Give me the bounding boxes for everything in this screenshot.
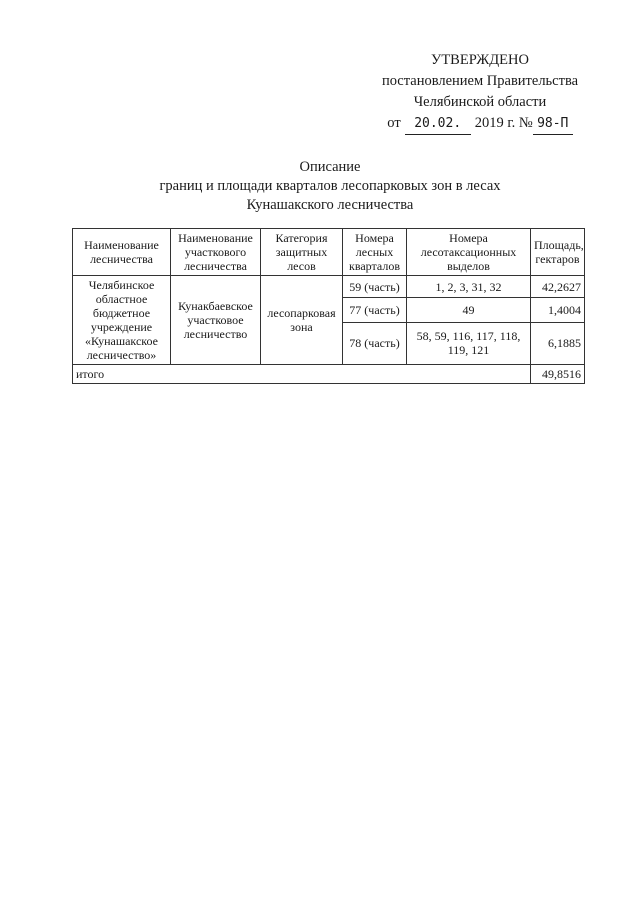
total-row <box>73 365 585 384</box>
area-cell: 1,4004 <box>531 298 585 322</box>
plots-cell: 1, 2, 3, 31, 32 <box>407 276 531 298</box>
date-value: 20.02. <box>405 113 471 135</box>
date-prefix: от <box>387 115 401 131</box>
quarter-cell: 59 (часть) <box>343 276 407 298</box>
col-header-forestry: Наименование лесничества <box>73 229 171 276</box>
col-header-quarters: Номера лесных кварталов <box>343 229 407 276</box>
total-label: итого <box>73 365 531 384</box>
approval-title: УТВЕРЖДЕНО <box>431 52 529 68</box>
area-cell: 42,2627 <box>531 276 585 298</box>
heading-title: Описание <box>299 159 361 175</box>
forestry-name-cell: Челябинское областное бюджетное учреждение «Кунашакское лесничество» <box>73 276 171 365</box>
number-value: 98-П <box>533 113 573 135</box>
quarter-cell: 77 (часть) <box>343 298 407 322</box>
district-forestry-cell: Кунакбаевское участковое лесничество <box>171 276 261 365</box>
heading-forestry: Кунашакского лесничества <box>246 197 414 213</box>
forest-quarters-table <box>72 228 585 384</box>
plots-cell: 58, 59, 116, 117, 118, 119, 121 <box>407 322 531 364</box>
col-header-district: Наименование участкового лесничества <box>171 229 261 276</box>
col-header-area: Площадь, гектаров <box>531 229 585 276</box>
date-year: 2019 г. <box>474 115 516 131</box>
area-cell: 6,1885 <box>531 322 585 364</box>
col-header-category: Категория защитных лесов <box>261 229 343 276</box>
quarter-cell: 78 (часть) <box>343 322 407 364</box>
approval-date-line <box>370 113 590 135</box>
col-header-plots: Номера лесотаксационных выделов <box>407 229 531 276</box>
approval-region-line: Челябинской области <box>413 94 547 110</box>
number-prefix: № <box>518 115 533 131</box>
heading-subtitle: границ и площади кварталов лесопарковых зон в лесах <box>159 178 501 194</box>
total-area: 49,8516 <box>531 365 585 384</box>
table-row <box>73 276 585 298</box>
document-heading <box>110 158 550 215</box>
plots-cell: 49 <box>407 298 531 322</box>
category-cell: лесопарковая зона <box>261 276 343 365</box>
approval-stamp <box>370 50 590 135</box>
table-header-row <box>73 229 585 276</box>
approval-decree-line: постановлением Правительства <box>381 73 579 89</box>
